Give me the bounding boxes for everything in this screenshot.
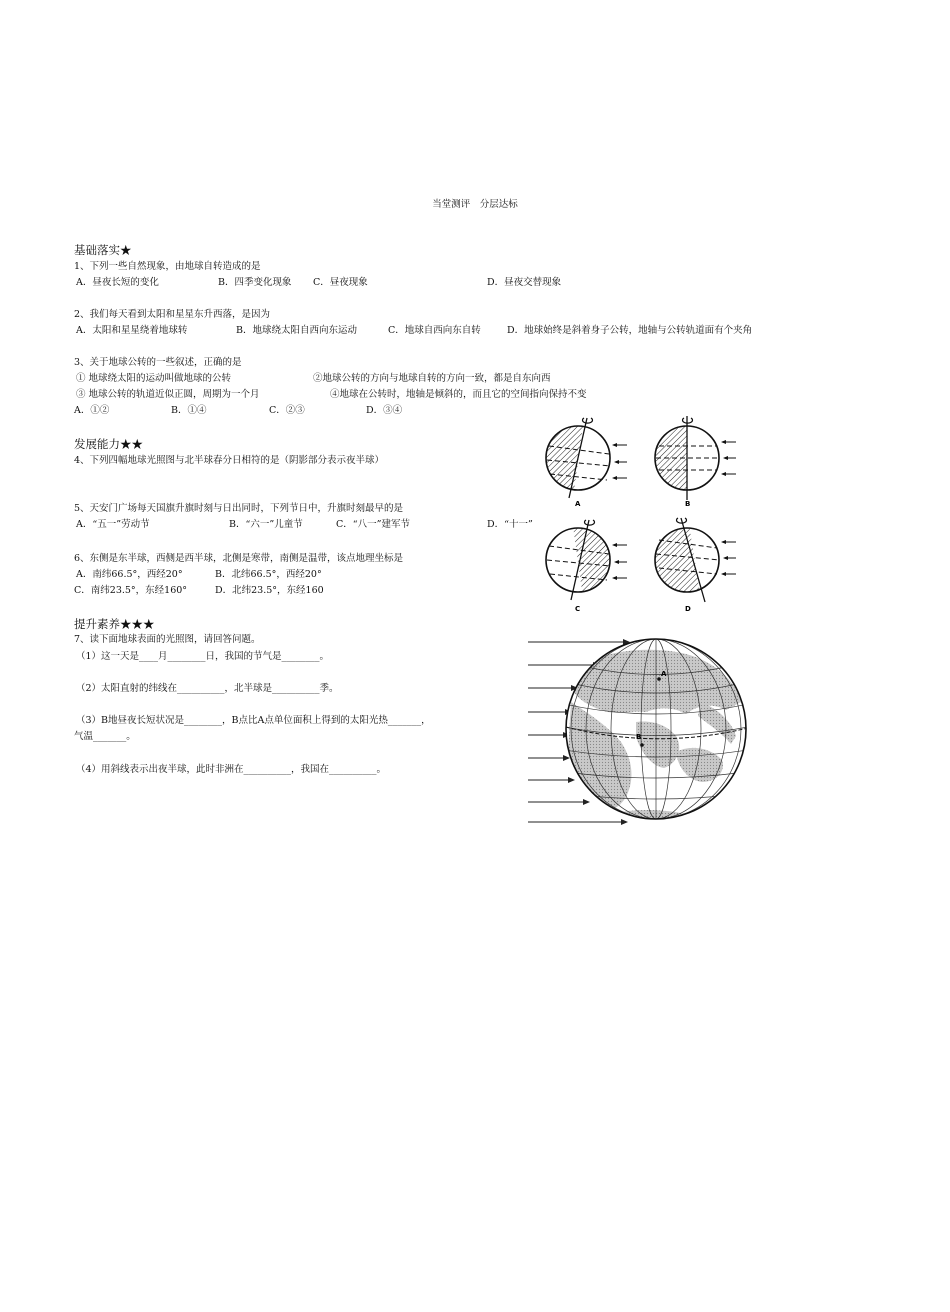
section-advance-heading: 提升素养★★★ <box>74 617 155 631</box>
q5-option-a: A．“五一”劳动节 <box>76 519 150 530</box>
q7-part-1: （1）这一天是____月________日，我国的节气是________。 <box>76 651 330 662</box>
q7-part-3: （3）B地昼夜长短状况是________，B点比A点单位面积上得到的太阳光热_______， <box>76 715 431 726</box>
q2-option-c: C．地球自西向东自转 <box>388 325 481 336</box>
diagram-b-label: B <box>685 500 691 508</box>
q3-statement-2: ②地球公转的方向与地球自转的方向一致，都是自东向西 <box>313 373 551 384</box>
q1-option-d: D．昼夜交替现象 <box>487 277 562 288</box>
q2-option-a: A．太阳和星星绕着地球转 <box>76 325 188 336</box>
q3-stem: 3、关于地球公转的一些叙述，正确的是 <box>74 357 242 368</box>
q1-option-c: C．昼夜现象 <box>313 277 368 288</box>
q4-stem: 4、下列四幅地球光照图与北半球春分日相符的是（阴影部分表示夜半球） <box>74 455 385 466</box>
q2-stem: 2、我们每天看到太阳和星星东升西落，是因为 <box>74 309 271 320</box>
diagram-c-label: C <box>575 605 581 613</box>
q6-option-b: B．北纬66.5°，西经20° <box>215 569 322 580</box>
q3-statement-1: ① 地球绕太阳的运动叫做地球的公转 <box>76 373 232 384</box>
q7-stem: 7、读下面地球表面的光照图，请回答问题。 <box>74 634 261 645</box>
q6-option-a: A．南纬66.5°，西经20° <box>76 569 183 580</box>
q5-stem: 5、天安门广场每天国旗升旗时刻与日出同时，下列节日中，升旗时刻最早的是 <box>74 503 404 514</box>
page-title: 当堂测评 分层达标 <box>432 199 518 210</box>
section-basic-heading: 基础落实★ <box>74 243 132 257</box>
q6-option-c: C．南纬23.5°，东经160° <box>74 585 188 596</box>
q3-option-b: B．①④ <box>171 405 207 416</box>
q6-option-d: D．北纬23.5°，东经160 <box>215 585 324 596</box>
diagram-b <box>645 412 736 512</box>
diagram-a-label: A <box>575 500 581 508</box>
q7-part-3-continued: 气温_______。 <box>74 731 136 742</box>
q2-option-b: B．地球绕太阳自西向东运动 <box>236 325 357 336</box>
q3-option-d: D．③④ <box>366 405 403 416</box>
q7-part-2: （2）太阳直射的纬线在__________，北半球是__________季。 <box>76 683 339 694</box>
illumination-diagrams <box>535 412 750 618</box>
diagram-d <box>645 512 736 613</box>
q3-option-a: A．①② <box>74 405 110 416</box>
section-develop-heading: 发展能力★★ <box>74 437 143 451</box>
q1-option-a: A．昼夜长短的变化 <box>76 277 159 288</box>
diagram-c <box>546 512 627 613</box>
q5-option-b: B．“六一”儿童节 <box>229 519 303 530</box>
globe-point-a-label: A <box>661 670 667 678</box>
q1-option-b: B．四季变化现象 <box>218 277 292 288</box>
q2-option-d: D．地球始终是斜着身子公转，地轴与公转轨道面有个夹角 <box>507 325 753 336</box>
diagram-d-label: D <box>685 605 691 613</box>
q3-option-c: C．②③ <box>269 405 305 416</box>
q1-stem: 1、下列一些自然现象，由地球自转造成的是 <box>74 261 261 272</box>
q3-statement-3: ③ 地球公转的轨道近似正圆，周期为一个月 <box>76 389 260 400</box>
q3-statement-4: ④地球在公转时，地轴是倾斜的，而且它的空间指向保持不变 <box>330 389 587 400</box>
q5-option-d: D．“十一” <box>487 519 533 530</box>
q7-part-4: （4）用斜线表示出夜半球，此时非洲在__________，我国在__________。 <box>76 764 387 775</box>
q6-stem: 6、东侧是东半球，西侧是西半球，北侧是寒带，南侧是温带，该点地理坐标是 <box>74 553 404 564</box>
q5-option-c: C．“八一”建军节 <box>336 519 410 530</box>
globe-illumination-figure <box>526 632 748 830</box>
globe-point-b-label: B <box>636 733 642 741</box>
diagram-a <box>535 412 627 512</box>
